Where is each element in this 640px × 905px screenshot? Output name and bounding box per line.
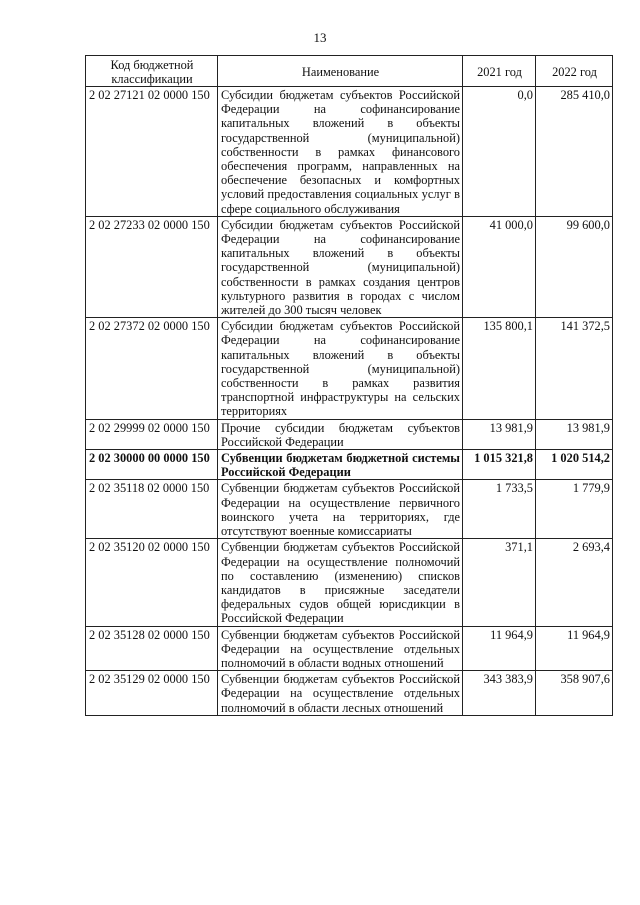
table-row (86, 87, 613, 217)
cell-name: Субвенции бюджетам субъектов Российской Федерации на осуществление первичного воинского учета на территориях, где отсутствуют военные комиссариаты (218, 480, 463, 539)
table-header-row (86, 56, 613, 87)
table-row (86, 671, 613, 716)
header-2022: 2022 год (536, 56, 613, 87)
cell-2022: 358 907,6 (536, 671, 613, 716)
cell-name: Субсидии бюджетам субъектов Российской Федерации на софинансирование капитальных вложений в объекты государственной (муниципальной) собственности в рамках развития транспортной инфраструктуры на сельских территориях (218, 318, 463, 419)
budget-revenue-table (85, 55, 613, 716)
cell-2021: 13 981,9 (463, 419, 536, 449)
cell-2021: 135 800,1 (463, 318, 536, 419)
cell-2022: 1 779,9 (536, 480, 613, 539)
cell-2021: 343 383,9 (463, 671, 536, 716)
cell-2022: 99 600,0 (536, 216, 613, 317)
cell-2021: 1 733,5 (463, 480, 536, 539)
cell-2022: 285 410,0 (536, 87, 613, 217)
cell-code: 2 02 35120 02 0000 150 (86, 539, 218, 626)
cell-2022: 2 693,4 (536, 539, 613, 626)
cell-name: Субвенции бюджетам бюджетной системы Российской Федерации (218, 450, 463, 480)
cell-name: Субвенции бюджетам субъектов Российской Федерации на осуществление полномочий по составлению (изменению) списков кандидатов в присяжные заседатели федеральных судов общей юрисдикции в Российской Федерации (218, 539, 463, 626)
cell-code: 2 02 27372 02 0000 150 (86, 318, 218, 419)
cell-name: Прочие субсидии бюджетам субъектов Российской Федерации (218, 419, 463, 449)
cell-code: 2 02 27121 02 0000 150 (86, 87, 218, 217)
cell-code: 2 02 27233 02 0000 150 (86, 216, 218, 317)
cell-2021: 11 964,9 (463, 626, 536, 671)
page-number: 13 (313, 30, 327, 45)
table-row (86, 539, 613, 626)
table-row (86, 216, 613, 317)
cell-name: Субвенции бюджетам субъектов Российской Федерации на осуществление отдельных полномочий в области водных отношений (218, 626, 463, 671)
cell-2021: 0,0 (463, 87, 536, 217)
table-row (86, 626, 613, 671)
table-row (86, 419, 613, 449)
table-row (86, 318, 613, 419)
header-code: Код бюджетной классификации (86, 56, 218, 87)
cell-2022: 11 964,9 (536, 626, 613, 671)
table-row (86, 480, 613, 539)
cell-name: Субсидии бюджетам субъектов Российской Федерации на софинансирование капитальных вложений в объекты государственной (муниципальной) собственности в рамках финансового обеспечения программ, направленных на обеспечение безопасных и комфортных условий предоставления социальных услуг в сфере социального обслуживания (218, 87, 463, 217)
table-body (86, 87, 613, 716)
cell-code: 2 02 30000 00 0000 150 (86, 450, 218, 480)
cell-2021: 1 015 321,8 (463, 450, 536, 480)
header-2021: 2021 год (463, 56, 536, 87)
cell-2022: 13 981,9 (536, 419, 613, 449)
cell-2022: 141 372,5 (536, 318, 613, 419)
cell-code: 2 02 35118 02 0000 150 (86, 480, 218, 539)
cell-name: Субвенции бюджетам субъектов Российской Федерации на осуществление отдельных полномочий в области лесных отношений (218, 671, 463, 716)
cell-2021: 41 000,0 (463, 216, 536, 317)
cell-code: 2 02 35128 02 0000 150 (86, 626, 218, 671)
header-name: Наименование (218, 56, 463, 87)
cell-name: Субсидии бюджетам субъектов Российской Федерации на софинансирование капитальных вложений в объекты государственной (муниципальной) собственности в рамках создания центров культурного развития в городах с числом жителей до 300 тысяч человек (218, 216, 463, 317)
cell-2022: 1 020 514,2 (536, 450, 613, 480)
table-row (86, 450, 613, 480)
cell-2021: 371,1 (463, 539, 536, 626)
cell-code: 2 02 29999 02 0000 150 (86, 419, 218, 449)
cell-code: 2 02 35129 02 0000 150 (86, 671, 218, 716)
